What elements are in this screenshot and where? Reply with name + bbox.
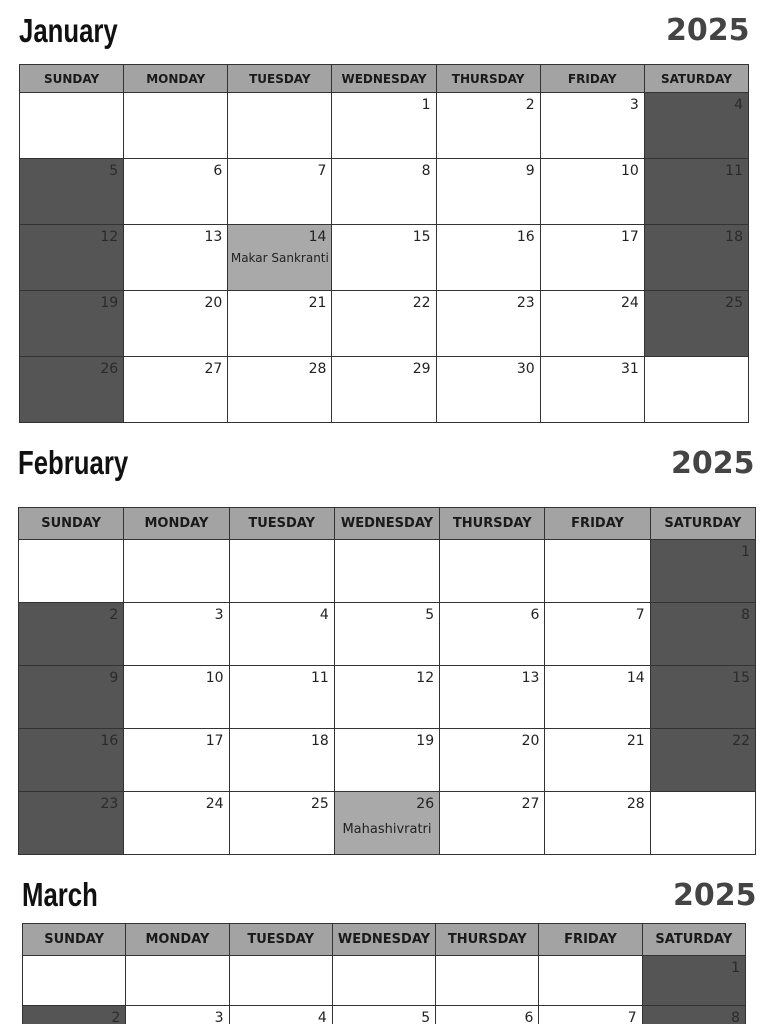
day-cell[interactable] <box>124 729 229 792</box>
calendar-body <box>23 956 746 1024</box>
weekday-header: MONDAY <box>124 65 228 93</box>
day-cell <box>126 956 229 1006</box>
day-cell[interactable] <box>332 357 436 423</box>
day-cell[interactable] <box>20 159 124 225</box>
day-number: 23 <box>516 295 535 311</box>
weekday-header: THURSDAY <box>440 508 545 540</box>
day-number: 27 <box>204 361 223 377</box>
week-row <box>23 956 746 1006</box>
day-number: 16 <box>516 229 535 245</box>
day-cell[interactable] <box>332 93 436 159</box>
weekday-header: WEDNESDAY <box>332 924 435 956</box>
day-cell[interactable] <box>642 1006 745 1024</box>
day-cell[interactable] <box>332 291 436 357</box>
day-number: 18 <box>311 733 329 749</box>
day-number: 21 <box>626 733 645 749</box>
day-cell[interactable] <box>334 603 439 666</box>
day-cell <box>229 540 334 603</box>
calendar-body <box>20 93 749 423</box>
day-cell[interactable] <box>436 1006 539 1024</box>
day-cell[interactable] <box>20 225 124 291</box>
weekday-header: FRIDAY <box>539 924 642 956</box>
day-cell[interactable] <box>19 603 124 666</box>
day-number: 3 <box>214 1010 224 1024</box>
day-cell[interactable] <box>228 225 332 291</box>
day-number: 25 <box>725 295 743 311</box>
day-cell[interactable] <box>539 1006 642 1024</box>
weekday-header: SUNDAY <box>19 508 124 540</box>
day-cell[interactable] <box>124 291 228 357</box>
day-number: 12 <box>100 229 119 245</box>
weekday-header: THURSDAY <box>436 65 540 93</box>
day-number: 1 <box>741 544 750 560</box>
day-number: 8 <box>731 1010 740 1024</box>
day-number: 18 <box>725 229 743 245</box>
day-number: 19 <box>416 733 435 749</box>
day-number: 1 <box>731 960 740 976</box>
weekday-header: THURSDAY <box>436 924 539 956</box>
week-row <box>19 603 756 666</box>
day-number: 28 <box>626 796 645 812</box>
holiday-label: Mahashivratri <box>342 822 432 837</box>
weekday-header: FRIDAY <box>545 508 650 540</box>
year-label: 2025 <box>673 878 757 913</box>
month-january <box>0 0 768 430</box>
day-cell[interactable] <box>334 792 439 855</box>
month-title: January <box>19 12 118 49</box>
day-cell[interactable] <box>650 729 755 792</box>
day-cell[interactable] <box>440 792 545 855</box>
week-row <box>19 792 756 855</box>
day-cell[interactable] <box>20 291 124 357</box>
day-number: 30 <box>516 361 535 377</box>
day-number: 4 <box>317 1010 327 1024</box>
day-cell <box>23 956 126 1006</box>
day-cell[interactable] <box>332 1006 435 1024</box>
day-cell[interactable] <box>644 159 748 225</box>
day-cell[interactable] <box>540 357 644 423</box>
day-number: 5 <box>109 163 119 179</box>
day-number: 2 <box>109 607 119 623</box>
day-cell[interactable] <box>440 666 545 729</box>
day-number: 29 <box>412 361 431 377</box>
month-march <box>0 870 768 1024</box>
day-cell[interactable] <box>540 225 644 291</box>
day-cell[interactable] <box>334 729 439 792</box>
day-cell[interactable] <box>650 603 755 666</box>
week-row <box>19 729 756 792</box>
day-cell[interactable] <box>436 357 540 423</box>
day-cell[interactable] <box>19 666 124 729</box>
day-number: 16 <box>100 733 119 749</box>
day-number: 4 <box>734 97 743 113</box>
weekday-header: SATURDAY <box>650 508 755 540</box>
day-number: 24 <box>621 295 639 311</box>
day-cell[interactable] <box>19 792 124 855</box>
day-number: 14 <box>308 229 327 245</box>
day-cell[interactable] <box>124 603 229 666</box>
day-cell[interactable] <box>20 357 124 423</box>
week-row <box>20 225 749 291</box>
day-cell[interactable] <box>436 159 540 225</box>
weekday-header: TUESDAY <box>229 508 334 540</box>
day-cell[interactable] <box>545 666 650 729</box>
day-cell <box>229 956 332 1006</box>
week-row <box>20 357 749 423</box>
day-number: 22 <box>732 733 750 749</box>
year-label: 2025 <box>666 13 750 48</box>
day-number: 26 <box>416 796 435 812</box>
day-number: 4 <box>319 607 329 623</box>
day-number: 11 <box>311 670 329 686</box>
day-number: 9 <box>525 163 535 179</box>
day-number: 26 <box>100 361 119 377</box>
day-number: 17 <box>205 733 224 749</box>
day-cell <box>539 956 642 1006</box>
day-cell[interactable] <box>540 93 644 159</box>
week-row <box>20 93 749 159</box>
day-number: 1 <box>421 97 431 113</box>
month-title: February <box>18 444 129 481</box>
day-number: 15 <box>732 670 750 686</box>
weekday-header: SUNDAY <box>23 924 126 956</box>
day-number: 3 <box>629 97 639 113</box>
week-row <box>19 540 756 603</box>
weekday-header: FRIDAY <box>540 65 644 93</box>
weekday-header: WEDNESDAY <box>334 508 439 540</box>
day-cell[interactable] <box>642 956 745 1006</box>
day-cell[interactable] <box>229 729 334 792</box>
day-cell[interactable] <box>228 159 332 225</box>
day-cell[interactable] <box>228 357 332 423</box>
day-number: 22 <box>412 295 431 311</box>
calendar-grid <box>19 64 749 423</box>
day-number: 19 <box>100 295 119 311</box>
day-cell[interactable] <box>644 225 748 291</box>
day-number: 5 <box>425 607 435 623</box>
day-cell[interactable] <box>540 159 644 225</box>
weekday-header: MONDAY <box>126 924 229 956</box>
day-number: 9 <box>109 670 119 686</box>
calendar-grid <box>22 923 746 1024</box>
weekday-header: TUESDAY <box>229 924 332 956</box>
day-cell[interactable] <box>545 603 650 666</box>
day-cell[interactable] <box>126 1006 229 1024</box>
weekday-header: WEDNESDAY <box>332 65 436 93</box>
day-cell <box>436 956 539 1006</box>
weekday-header: MONDAY <box>124 508 229 540</box>
day-cell <box>228 93 332 159</box>
day-cell[interactable] <box>229 666 334 729</box>
day-number: 20 <box>204 295 223 311</box>
day-cell[interactable] <box>229 603 334 666</box>
day-number: 8 <box>741 607 750 623</box>
day-cell[interactable] <box>644 93 748 159</box>
day-number: 5 <box>421 1010 431 1024</box>
day-number: 31 <box>621 361 639 377</box>
day-number: 7 <box>317 163 327 179</box>
day-cell <box>332 956 435 1006</box>
month-february <box>0 440 768 860</box>
day-cell <box>650 792 755 855</box>
day-number: 7 <box>635 607 645 623</box>
day-number: 24 <box>205 796 224 812</box>
day-cell[interactable] <box>124 225 228 291</box>
day-number: 25 <box>311 796 329 812</box>
holiday-label: Makar Sankranti <box>230 251 329 265</box>
day-cell[interactable] <box>332 225 436 291</box>
day-number: 2 <box>111 1010 121 1024</box>
day-number: 12 <box>416 670 435 686</box>
day-cell[interactable] <box>650 666 755 729</box>
day-cell[interactable] <box>124 666 229 729</box>
day-cell <box>334 540 439 603</box>
day-cell <box>644 357 748 423</box>
week-row <box>20 291 749 357</box>
day-cell <box>20 93 124 159</box>
day-number: 13 <box>204 229 223 245</box>
day-number: 8 <box>421 163 431 179</box>
day-cell[interactable] <box>545 729 650 792</box>
day-cell[interactable] <box>540 291 644 357</box>
day-cell[interactable] <box>650 540 755 603</box>
day-number: 6 <box>530 607 540 623</box>
day-number: 6 <box>524 1010 534 1024</box>
day-number: 6 <box>213 163 223 179</box>
day-cell[interactable] <box>19 729 124 792</box>
day-number: 10 <box>621 163 639 179</box>
calendar-body <box>19 540 756 855</box>
day-number: 11 <box>725 163 743 179</box>
day-cell[interactable] <box>332 159 436 225</box>
day-cell <box>19 540 124 603</box>
month-title: March <box>22 876 98 913</box>
weekday-header: TUESDAY <box>228 65 332 93</box>
day-number: 21 <box>308 295 327 311</box>
day-number: 3 <box>214 607 224 623</box>
day-number: 13 <box>521 670 540 686</box>
day-cell[interactable] <box>436 291 540 357</box>
day-cell[interactable] <box>124 357 228 423</box>
day-cell <box>124 93 228 159</box>
day-cell <box>545 540 650 603</box>
day-number: 15 <box>412 229 431 245</box>
day-cell[interactable] <box>440 729 545 792</box>
day-cell[interactable] <box>436 93 540 159</box>
day-cell[interactable] <box>124 159 228 225</box>
day-cell[interactable] <box>229 1006 332 1024</box>
day-cell[interactable] <box>545 792 650 855</box>
weekday-header: SUNDAY <box>20 65 124 93</box>
week-row <box>23 1006 746 1024</box>
day-cell[interactable] <box>334 666 439 729</box>
day-cell[interactable] <box>229 792 334 855</box>
day-cell[interactable] <box>124 792 229 855</box>
day-number: 14 <box>626 670 645 686</box>
day-number: 20 <box>521 733 540 749</box>
day-number: 17 <box>621 229 639 245</box>
day-cell[interactable] <box>440 603 545 666</box>
day-number: 7 <box>627 1010 637 1024</box>
day-cell[interactable] <box>436 225 540 291</box>
weekday-header: SATURDAY <box>642 924 745 956</box>
day-cell[interactable] <box>644 291 748 357</box>
day-number: 2 <box>525 97 535 113</box>
year-label: 2025 <box>671 446 755 481</box>
day-number: 27 <box>521 796 540 812</box>
weekday-header: SATURDAY <box>644 65 748 93</box>
day-cell <box>124 540 229 603</box>
day-number: 23 <box>100 796 119 812</box>
day-number: 28 <box>308 361 327 377</box>
day-cell[interactable] <box>23 1006 126 1024</box>
day-number: 10 <box>205 670 224 686</box>
week-row <box>20 159 749 225</box>
day-cell[interactable] <box>228 291 332 357</box>
calendar-grid <box>18 507 756 855</box>
week-row <box>19 666 756 729</box>
day-cell <box>440 540 545 603</box>
